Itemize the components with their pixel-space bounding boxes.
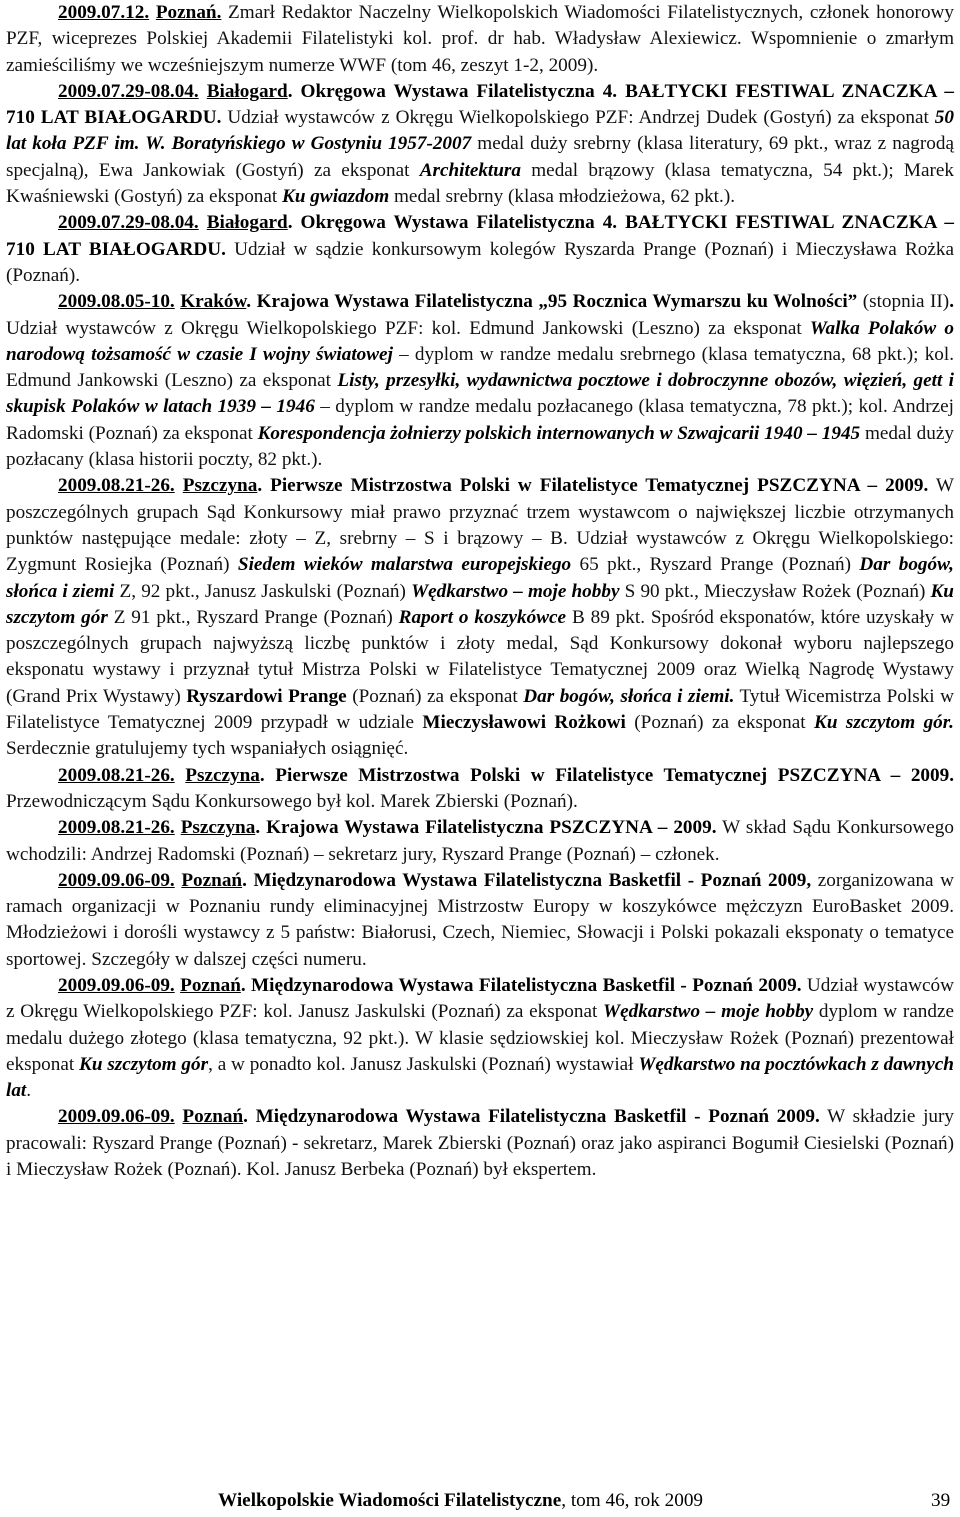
exhibit-title: Dar bogów, słońca i ziemi	[6, 554, 954, 602]
entry-title: Okręgowa Wystawa Filatelistyczna 4. BAŁTYCKI FESTIWAL ZNACZKA – 710 LAT BIAŁOGARDU.	[6, 212, 954, 260]
exhibit-title: Korespondencja żołnierzy polskich internowanych w Szwajcarii 1940 – 1945	[257, 422, 861, 444]
entry-city: Pszczyna	[185, 764, 260, 786]
publication-volume: , tom 46, rok 2009	[561, 1490, 704, 1511]
entry-text: – dyplom w randze medalu pozłacanego (klasa tematyczna, 78 pkt.); kol. Andrzej Radomski (Poznań) za eksponat	[6, 396, 954, 444]
entry-text: (stopnia II)	[857, 291, 950, 313]
entry-3: 2009.07.29-08.04. Białogard. Okręgowa Wystawa Filatelistyczna 4. BAŁTYCKI FESTIWAL ZNACZKA – 710 LAT BIAŁOGARDU. Udział w sądzie konkursowym kolegów Ryszarda Prange (Poznań) i Mieczysława Rożka (Poznań).	[6, 212, 954, 286]
entry-text: W poszczególnych grupach Sąd Konkursowy miał prawo przyznać trzem wystawcom o największej liczbie otrzymanych punktów następujące medale: złoty – Z, srebrny – S i brązowy – B. Udział wystawców z Okręgu Wielkopolskiego: Zygmunt Rosiejka (Poznań)	[6, 475, 955, 576]
entry-city: Poznań	[180, 974, 241, 996]
exhibit-title: Raport o koszykówce	[398, 606, 567, 628]
exhibit-title: Ku szczytom gór	[6, 580, 954, 628]
entry-city: Białogard	[206, 212, 288, 234]
entry-title: Krajowa Wystawa Filatelistyczna „95 Rocznica Wymarszu ku Wolności”	[256, 291, 858, 313]
exhibit-title: Walka Polaków o narodową tożsamość w czasie I wojny światowej	[6, 317, 954, 365]
entry-title: Okręgowa Wystawa Filatelistyczna 4. BAŁTYCKI FESTIWAL ZNACZKA – 710 LAT BIAŁOGARDU.	[6, 80, 954, 129]
entry-10: 2009.09.06-09. Poznań. Międzynarodowa Wystawa Filatelistyczna Basketfil - Poznań 2009. W składzie jury pracowali: Ryszard Prange (Poznań) - sekretarz, Marek Zbierski (Poznań) oraz jako aspiranci Bogumił Ciesielski (Poznań) i Mieczysław Rożek (Poznań). Kol. Janusz Berbeka (Poznań) był ekspertem.	[6, 1106, 955, 1181]
entry-text: W składzie jury pracowali: Ryszard Prange (Poznań) - sekretarz, Marek Zbierski (Poznań) oraz jako aspiranci Bogumił Ciesielski (Poznań) i Mieczysław Rożek (Poznań). Kol. Janusz Berbeka (Poznań) był ekspertem.	[6, 1106, 955, 1181]
entry-date: 2009.07.29-08.04.	[58, 212, 199, 234]
entry-text: Z 91 pkt., Ryszard Prange (Poznań)	[107, 606, 399, 628]
entry-title: Międzynarodowa Wystawa Filatelistyczna Basketfil - Poznań 2009.	[251, 974, 802, 996]
entry-title: Międzynarodowa Wystawa Filatelistyczna Basketfil - Poznań 2009,	[253, 869, 812, 891]
entry-date: 2009.07.12.	[58, 2, 150, 23]
exhibit-title: Ku szczytom gór	[79, 1053, 209, 1075]
entry-text: , a w ponadto kol. Janusz Jaskulski (Poznań) wystawiał	[208, 1053, 639, 1075]
entry-date: 2009.09.06-09.	[58, 1106, 175, 1128]
entry-text: Tytuł Wicemistrza Polski w Filatelistyce Tematycznej 2009 przypadł w udziale	[6, 685, 954, 734]
entry-text: Udział wystawców z Okręgu Wielkopolskiego PZF: kol. Edmund Jankowski (Leszno) za eksponat	[6, 317, 810, 339]
entry-text: dyplom w randze medalu dużego złotego (klasa tematyczna, 92 pkt.). W klasie sędziowskiej kol. Mieczysław Rożek (Poznań) prezentował eksponat	[6, 1001, 954, 1075]
exhibit-title: Wędkarstwo na pocztówkach z dawnych lat	[6, 1053, 954, 1102]
entry-text: .	[26, 1080, 32, 1102]
entry-text: Przewodniczącym Sądu Konkursowego był kol. Marek Zbierski (Poznań).	[6, 790, 578, 812]
entry-text: 65 pkt., Ryszard Prange (Poznań)	[571, 554, 860, 576]
entry-date: 2009.08.21-26.	[58, 764, 175, 786]
entry-text: medal brązowy (klasa tematyczna, 54 pkt.); Marek Kwaśniewski (Gostyń) za eksponat	[6, 159, 954, 208]
entry-date: 2009.08.21-26.	[58, 475, 175, 497]
exhibit-title: Ku szczytom gór.	[814, 712, 954, 734]
entry-city: Pszczyna	[180, 817, 256, 839]
entry-city: Poznań	[182, 1106, 244, 1128]
entry-text: S 90 pkt., Mieczysław Rożek (Poznań)	[619, 580, 931, 602]
page-number: 39	[931, 1490, 951, 1511]
entry-text: Zmarł Redaktor Naczelny Wielkopolskich Wiadomości Filatelistycznych, członek honorowy PZF, wiceprezes Polskiej Akademii Filatelistyki kol. prof. dr hab. Władysław Alexiewicz. Wspomnienie o zmarłym zamieściliśmy we wcześniejszym numerze WWF (tom 46, zeszyt 1-2, 2009).	[6, 2, 954, 76]
entry-title: Pierwsze Mistrzostwa Polski w Filatelistyce Tematycznej PSZCZYNA – 2009.	[275, 764, 955, 786]
entry-text: Z, 92 pkt., Janusz Jaskulski (Poznań)	[114, 580, 412, 602]
entry-text: medal srebrny (klasa młodzieżowa, 62 pkt.).	[389, 186, 735, 208]
document-body	[6, 0, 954, 1183]
exhibit-title: Ku gwiazdom	[282, 186, 390, 208]
entry-date: 2009.09.06-09.	[58, 974, 175, 996]
runner-up-name: Mieczysławowi Rożkowi	[422, 712, 626, 734]
entry-text: (Poznań) za eksponat	[625, 712, 815, 734]
entry-text: zorganizowana w ramach organizacji w Poznaniu rundy eliminacyjnej Mistrzostw Europy w koszykówce mężczyzn EuroBasket 2009. Młodzieżowi i dorośli wystawcy z 5 państw: Białorusi, Czech, Niemiec, Słowacji i Polski pokazali eksponaty o tematyce sportowej. Szczegóły w dalszej części numeru.	[6, 869, 955, 970]
entry-6: 2009.08.21-26. Pszczyna. Pierwsze Mistrzostwa Polski w Filatelistyce Tematycznej PSZCZYNA – 2009. Przewodniczącym Sądu Konkursowego był kol. Marek Zbierski (Poznań).	[6, 764, 955, 812]
entry-5: 2009.08.21-26. Pszczyna. Pierwsze Mistrzostwa Polski w Filatelistyce Tematycznej PSZCZYNA – 2009. W poszczególnych grupach Sąd Konkursowy miał prawo przyznać trzem wystawcom o największej liczbie otrzymanych punktów następujące medale: złoty – Z, srebrny – S i brązowy – B. Udział wystawców z Okręgu Wielkopolskiego: Zygmunt Rosiejka (Poznań) Siedem wieków malarstwa europejskiego 65 pkt., Ryszard Prange (Poznań) Dar bogów, słońca i ziemi Z, 92 pkt., Janusz Jaskulski (Poznań) Wędkarstwo – moje hobby S 90 pkt., Mieczysław Rożek (Poznań) Ku szczytom gór Z 91 pkt., Ryszard Prange (Poznań) Raport o koszykówce B 89 pkt. Spośród eksponatów, które uzyskały w poszczególnych grupach najwyższą liczbę punktów i złoty medal, Sąd Konkursowy dokonał wyboru najlepszego eksponatu wystawy i przyznał tytuł Mistrza Polski w Filatelistyce Tematycznej 2009 oraz Wielką Nagrodę Wystawy (Grand Prix Wystawy) Ryszardowi Prange (Poznań) za eksponat Dar bogów, słońca i ziemi. Tytuł Wicemistrza Polski w Filatelistyce Tematycznej 2009 przypadł w udziale Mieczysławowi Rożkowi (Poznań) za eksponat Ku szczytom gór. Serdecznie gratulujemy tych wspaniałych osiągnięć.	[6, 475, 955, 760]
exhibit-title: Architektura	[419, 159, 521, 181]
exhibit-title: Siedem wieków malarstwa europejskiego	[237, 554, 572, 576]
entry-date: 2009.08.05-10.	[58, 291, 175, 313]
entry-4: 2009.08.05-10. Kraków. Krajowa Wystawa Filatelistyczna „95 Rocznica Wymarszu ku Wolności” (stopnia II). Udział wystawców z Okręgu Wielkopolskiego PZF: kol. Edmund Jankowski (Leszno) za eksponat Walka Polaków o narodową tożsamość w czasie I wojny światowej – dyplom w randze medalu srebrnego (klasa tematyczna, 68 pkt.); kol. Edmund Jankowski (Leszno) za eksponat Listy, przesyłki, wydawnictwa pocztowe i dobroczynne obozów, więzień, gett i skupisk Polaków w latach 1939 – 1946 – dyplom w randze medalu pozłacanego (klasa tematyczna, 78 pkt.); kol. Andrzej Radomski (Poznań) za eksponat Korespondencja żołnierzy polskich internowanych w Szwajcarii 1940 – 1945 medal duży pozłacany (klasa historii poczty, 82 pkt.).	[6, 291, 955, 471]
entry-text: Serdecznie gratulujemy tych wspaniałych osiągnięć.	[6, 738, 409, 760]
entry-7: 2009.08.21-26. Pszczyna. Krajowa Wystawa Filatelistyczna PSZCZYNA – 2009. W skład Sądu Konkursowego wchodzili: Andrzej Radomski (Poznań) – sekretarz jury, Ryszard Prange (Poznań) – członek.	[6, 817, 954, 865]
entry-text: medal duży pozłacany (klasa historii poczty, 82 pkt.).	[6, 422, 954, 471]
entry-9: 2009.09.06-09. Poznań. Międzynarodowa Wystawa Filatelistyczna Basketfil - Poznań 2009. Udział wystawców z Okręgu Wielkopolskiego PZF: kol. Janusz Jaskulski (Poznań) za eksponat Wędkarstwo – moje hobby dyplom w randze medalu dużego złotego (klasa tematyczna, 92 pkt.). W klasie sędziowskiej kol. Mieczysław Rożek (Poznań) prezentował eksponat Ku szczytom gór, a w ponadto kol. Janusz Jaskulski (Poznań) wystawiał Wędkarstwo na pocztówkach z dawnych lat.	[6, 974, 954, 1102]
publication-name: Wielkopolskie Wiadomości Filatelistyczne	[218, 1490, 562, 1511]
entry-text: Udział wystawców z Okręgu Wielkopolskiego PZF: Andrzej Dudek (Gostyń) za eksponat	[221, 107, 935, 129]
entry-text: W skład Sądu Konkursowego wchodzili: Andrzej Radomski (Poznań) – sekretarz jury, Ryszard Prange (Poznań) – członek.	[6, 817, 954, 865]
entry-text: medal duży srebrny (klasa literatury, 69 pkt., wraz z nagrodą specjalną), Ewa Jankowiak (Gostyń) za eksponat	[6, 133, 954, 181]
entry-date: 2009.07.29-08.04.	[58, 80, 199, 102]
entry-2: 2009.07.29-08.04. Białogard. Okręgowa Wystawa Filatelistyczna 4. BAŁTYCKI FESTIWAL ZNACZKA – 710 LAT BIAŁOGARDU. Udział wystawców z Okręgu Wielkopolskiego PZF: Andrzej Dudek (Gostyń) za eksponat 50 lat koła PZF im. W. Boratyńskiego w Gostyniu 1957-2007 medal duży srebrny (klasa literatury, 69 pkt., wraz z nagrodą specjalną), Ewa Jankowiak (Gostyń) za eksponat Architektura medal brązowy (klasa tematyczna, 54 pkt.); Marek Kwaśniewski (Gostyń) za eksponat Ku gwiazdom medal srebrny (klasa młodzieżowa, 62 pkt.).	[6, 80, 954, 208]
entry-city: Poznań.	[155, 2, 222, 23]
exhibit-title: 50 lat koła PZF im. W. Boratyńskiego w Gostyniu 1957-2007	[6, 107, 954, 155]
entry-8: 2009.09.06-09. Poznań. Międzynarodowa Wystawa Filatelistyczna Basketfil - Poznań 2009, zorganizowana w ramach organizacji w Poznaniu rundy eliminacyjnej Mistrzostw Europy w koszykówce mężczyzn EuroBasket 2009. Młodzieżowi i dorośli wystawcy z 5 państw: Białorusi, Czech, Niemiec, Słowacji i Polski pokazali eksponaty o tematyce sportowej. Szczegóły w dalszej części numeru.	[6, 869, 955, 970]
footer-publication	[218, 1490, 703, 1512]
exhibit-title: Listy, przesyłki, wydawnictwa pocztowe i dobroczynne obozów, więzień, gett i skupisk Polaków w latach 1939 – 1946	[6, 370, 954, 418]
exhibit-title: Wędkarstwo – moje hobby	[603, 1001, 814, 1023]
entry-text: B 89 pkt. Spośród eksponatów, które uzyskały w poszczególnych grupach najwyższą liczbę punktów i złoty medal, Sąd Konkursowy dokonał wyboru najlepszego eksponatu wystawy i przyznał tytuł Mistrza Polski w Filatelistyce Tematycznej 2009 oraz Wielką Nagrodę Wystawy (Grand Prix Wystawy)	[6, 606, 955, 707]
entry-1	[6, 0, 954, 79]
entry-title: Międzynarodowa Wystawa Filatelistyczna Basketfil - Poznań 2009.	[255, 1106, 820, 1128]
entry-city: Białogard	[206, 80, 288, 102]
entry-city: Kraków	[180, 291, 247, 313]
entry-city: Pszczyna	[182, 475, 258, 497]
entry-city: Poznań	[181, 869, 243, 891]
exhibit-title: Dar bogów, słońca i ziemi.	[523, 685, 735, 707]
entry-text: Udział w sądzie konkursowym kolegów Ryszarda Prange (Poznań) i Mieczysława Rożka (Poznań).	[6, 238, 954, 286]
exhibit-title: Wędkarstwo – moje hobby	[411, 580, 620, 602]
entry-text: (Poznań) za eksponat	[346, 685, 524, 707]
entry-text: – dyplom w randze medalu srebrnego (klasa tematyczna, 68 pkt.); kol. Edmund Jankowski (Leszno) za eksponat	[6, 343, 955, 392]
entry-date: 2009.09.06-09.	[58, 869, 175, 891]
entry-title: Pierwsze Mistrzostwa Polski w Filatelistyce Tematycznej PSZCZYNA – 2009.	[270, 475, 929, 497]
entry-title: Krajowa Wystawa Filatelistyczna PSZCZYNA – 2009.	[266, 817, 717, 839]
entry-text: Udział wystawców z Okręgu Wielkopolskiego PZF: kol. Janusz Jaskulski (Poznań) za eksponat	[6, 974, 954, 1023]
winner-name: Ryszardowi Prange	[186, 685, 347, 707]
entry-date: 2009.08.21-26.	[58, 817, 175, 839]
